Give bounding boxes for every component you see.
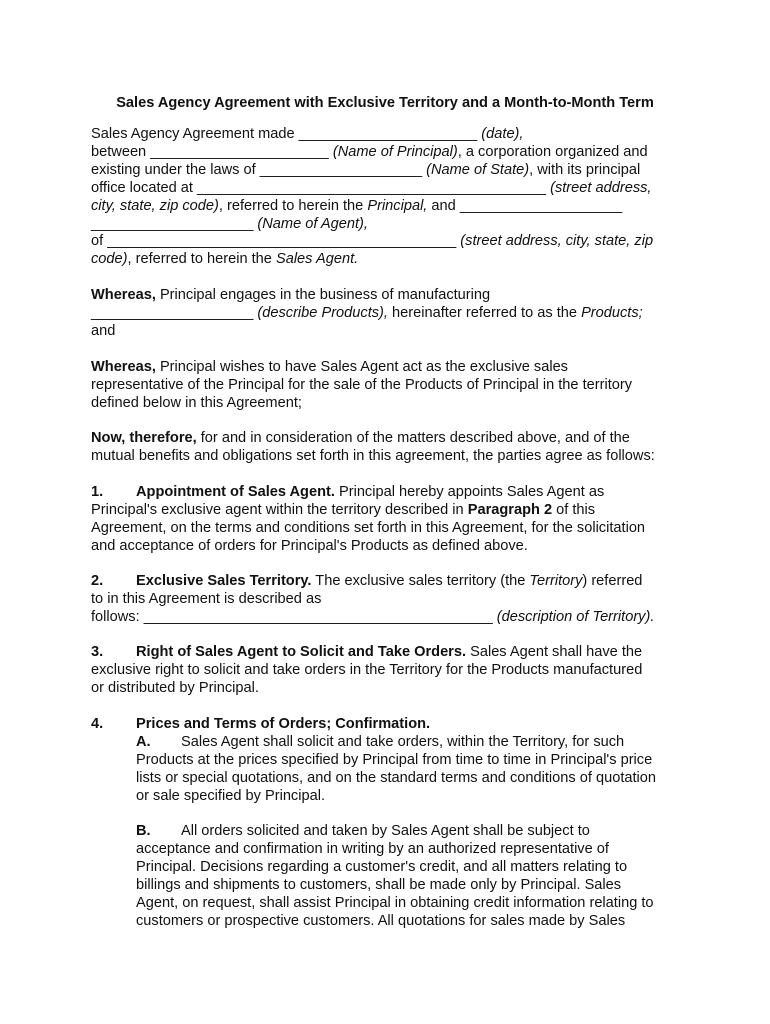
section-1: 1. Appointment of Sales Agent. Principal hereby appoints Sales Agent as Principal's exclusive agent within the territory described in Paragraph 2 of this Agreement, on the terms and conditions set forth in this Agreement, for the solicitation and acceptance of orders for Principal's Products as defined above.	[91, 484, 646, 554]
section-3: 3. Right of Sales Agent to Solicit and Take Orders. Sales Agent shall have the exclusive right to solicit and take orders in the Territory for the Products manufactured or distributed by Principal.	[91, 644, 643, 696]
document-title: Sales Agency Agreement with Exclusive Territory and a Month-to-Month Term	[116, 95, 654, 111]
whereas-paragraph-2: Whereas, Principal wishes to have Sales Agent act as the exclusive sales representative of the Principal for the sale of the Products of Principal in the territory defined below in this Agreement;	[91, 359, 633, 411]
now-therefore-paragraph: Now, therefore, for and in consideration of the matters described above, and of the mutual benefits and obligations set forth in this agreement, the parties agree as follows:	[91, 430, 655, 464]
section-4: 4. Prices and Terms of Orders; Confirmation. A. Sales Agent shall solicit and take orders, within the Territory, for such Products at the prices specified by Principal from time to time in Principal's price lists or special quotations, and on the standard terms and conditions of quotation or sale specified by Principal.	[91, 716, 657, 804]
section-2: 2. Exclusive Sales Territory. The exclusive sales territory (the Territory) referred to in this Agreement is described as follows: ___________________________________________ (description of Territory).	[91, 573, 655, 625]
whereas-paragraph-1: Whereas, Principal engages in the business of manufacturing ____________________ (describe Products), hereinafter referred to as the Products; and	[91, 287, 643, 339]
section-4-b: B. All orders solicited and taken by Sales Agent shall be subject to acceptance and confirmation in writing by an authorized representative of Principal. Decisions regarding a customer's credit, and all matters relating to billings and shipments to customers, shall be made only by Principal. Sales Agent, on request, shall assist Principal in obtaining credit information relating to customers or prospective customers. All quotations for sales made by Sales	[136, 823, 654, 929]
intro-paragraph: Sales Agency Agreement made ______________________ (date), between ______________________ (Name of Principal), a corporation organized and existing under the laws of ____________________ (Name of State), with its principal office located at ___________________________________________ (street address, city, state, zip code), referred to herein the Principal, and ____________________ ____________________ (Name of Agent), of ___________________________________________ (street address, city, state, zip code), referred to herein the Sales Agent.	[91, 126, 654, 268]
